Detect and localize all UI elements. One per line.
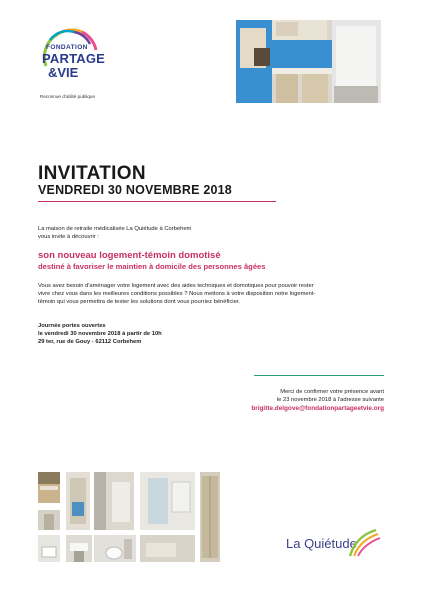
la-quietude-logo: [286, 528, 386, 568]
rsvp-text: [134, 388, 384, 404]
invitation-title: INVITATION: [38, 163, 146, 184]
intro-text: [38, 225, 338, 241]
la-quietude-logo-text: La Quiétude: [286, 536, 357, 551]
highlight-subheadline: destiné à favoriser le maintien à domicile des personnes âgées: [38, 262, 266, 271]
highlight-headline: son nouveau logement-témoin domotisé: [38, 250, 221, 261]
rsvp-line-2: le 23 novembre 2018 à l'adresse suivante: [276, 397, 384, 404]
collage-photo-toilet: [94, 535, 136, 562]
collage-photo-shower: [140, 472, 195, 530]
body-line-1: Vous avez besoin d'aménager votre logement avec des aides techniques et domotiques pour pouvoir rester: [38, 283, 314, 289]
fondation-logo: [36, 26, 120, 94]
rsvp-email-link[interactable]: brigitte.delgove@fondationpartageetvie.org: [251, 405, 384, 412]
logo-subtitle: Reconnue d'utilité publique: [40, 94, 96, 99]
collage-photo-bedroom: [140, 535, 195, 562]
logo-line-2: PARTAGE: [42, 51, 106, 66]
invitation-date: VENDREDI 30 NOVEMBRE 2018: [38, 183, 232, 197]
collage-photo-sink: [66, 535, 92, 562]
event-line-1: Journée portes ouvertes: [38, 323, 106, 329]
confirm-divider: [254, 375, 384, 376]
collage-photo-kitchen: [38, 472, 60, 503]
collage-photo-corridor: [94, 472, 134, 530]
rsvp-line-1: Merci de confirmer votre présence avant: [280, 389, 384, 395]
swoosh-icon: [342, 528, 382, 558]
kitchen-photo: [236, 20, 381, 103]
body-line-3: témoin qui vous permettra de tester les solutions dont vous pourriez bénéficier.: [38, 299, 241, 306]
intro-line-2: vous invite à découvrir :: [38, 234, 99, 241]
logo-line-3: &VIE: [48, 65, 79, 80]
body-paragraph: [38, 282, 383, 307]
collage-photo-wardrobe: [200, 472, 220, 562]
collage-photo-hall: [38, 510, 60, 530]
event-line-2: le vendredi 30 novembre 2018 à partir de 10h: [38, 331, 162, 338]
intro-line-1: La maison de retraite médicalisée La Quiétude à Corbehem: [38, 226, 192, 232]
collage-photo-bath: [38, 535, 60, 562]
body-line-2: vivre chez vous dans les meilleures conditions possibles ? Nous mettons à votre disposition notre logement-: [38, 291, 316, 298]
title-underline: [38, 201, 276, 202]
logo-line-1: FONDATION: [46, 44, 88, 51]
collage-photo-door: [66, 472, 90, 530]
event-line-3: 29 ter, rue de Gouy - 62112 Corbehem: [38, 339, 142, 346]
event-details: [38, 322, 338, 347]
